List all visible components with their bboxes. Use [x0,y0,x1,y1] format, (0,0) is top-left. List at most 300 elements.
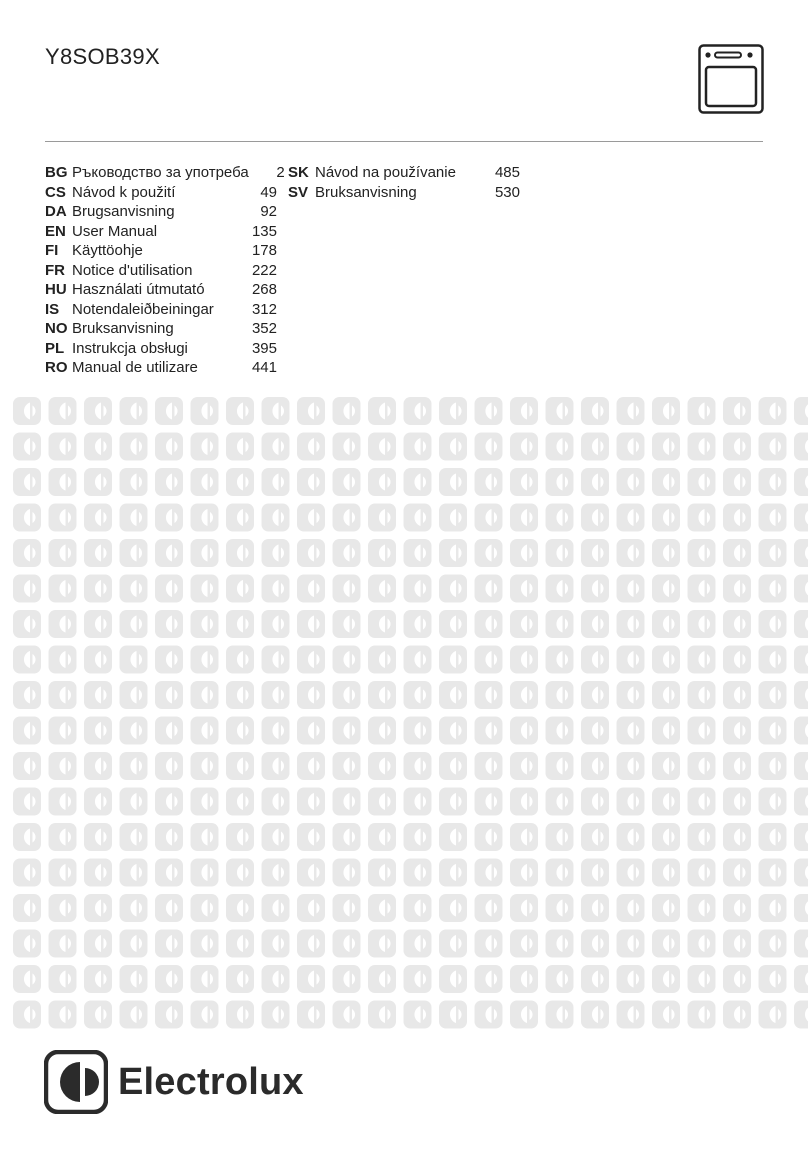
pattern-tile [475,823,503,851]
pattern-tile [262,894,290,922]
contents-entry-page: 2 [276,164,285,181]
contents-entry-code: CS [45,183,66,201]
contents-entry-page: 49 [260,183,277,201]
pattern-tile [120,859,148,887]
pattern-tile [581,965,609,993]
pattern-tile [155,752,183,780]
pattern-tile [262,823,290,851]
pattern-tile [546,433,574,461]
pattern-tile [759,468,787,496]
pattern-tile [262,930,290,958]
pattern-tile [49,965,77,993]
contents-entry-page: 178 [251,242,277,259]
contents-entry-page: 222 [251,261,277,279]
pattern-tile [13,610,41,638]
contents-entry [45,280,277,300]
pattern-tile [191,1001,219,1029]
pattern-tile [404,788,432,816]
pattern-tile [581,752,609,780]
pattern-tile [439,1001,467,1029]
pattern-tile [759,894,787,922]
contents-entry [288,183,520,203]
contents-entry-page: 135 [251,222,277,240]
pattern-tile [652,788,680,816]
pattern-tile [84,752,112,780]
pattern-tile [262,397,290,425]
pattern-tile [581,575,609,603]
pattern-tile [120,575,148,603]
pattern-tile [581,859,609,887]
pattern-tile [404,717,432,745]
pattern-tile [688,823,716,851]
pattern-tile [333,788,361,816]
pattern-tile [226,681,254,709]
pattern-tile [333,646,361,674]
pattern-tile [794,610,808,638]
pattern-tile [84,681,112,709]
contents-entry-code: NO [45,320,68,337]
pattern-tile [49,930,77,958]
pattern-tile [262,468,290,496]
contents-entry-page: 485 [494,164,520,181]
pattern-tile [510,610,538,638]
pattern-tile [120,646,148,674]
contents-entry-title: Notice d'utilisation [72,261,193,279]
pattern-tile [688,788,716,816]
pattern-tile [510,788,538,816]
pattern-tile [191,681,219,709]
pattern-tile [404,859,432,887]
pattern-tile [297,575,325,603]
pattern-tile [226,823,254,851]
pattern-tile [794,575,808,603]
pattern-tile [297,681,325,709]
electrolux-logo-pattern [0,394,808,1040]
pattern-tile [13,717,41,745]
pattern-tile [368,504,396,532]
pattern-tile [226,575,254,603]
contents-entry-code: DA [45,203,67,220]
pattern-tile [723,468,751,496]
pattern-tile [191,610,219,638]
contents-list-left [45,163,285,378]
pattern-tile [155,504,183,532]
pattern-tile [546,823,574,851]
pattern-tile [439,752,467,780]
pattern-tile [84,539,112,567]
pattern-tile [688,930,716,958]
pattern-tile [759,610,787,638]
pattern-tile [333,610,361,638]
pattern-tile [84,1001,112,1029]
pattern-tile [404,1001,432,1029]
pattern-tile [510,965,538,993]
pattern-tile [510,504,538,532]
pattern-tile [297,397,325,425]
pattern-tile [723,433,751,461]
pattern-tile [84,894,112,922]
pattern-tile [191,788,219,816]
pattern-tile [49,646,77,674]
brand-wordmark: Electrolux [118,1060,304,1103]
pattern-tile [297,930,325,958]
pattern-tile [84,717,112,745]
pattern-tile [794,539,808,567]
pattern-tile [759,788,787,816]
pattern-tile [297,894,325,922]
contents-entry [45,300,277,320]
pattern-tile [404,539,432,567]
contents-entry-code: BG [45,164,68,181]
pattern-tile [333,433,361,461]
pattern-tile [617,752,645,780]
pattern-tile [652,433,680,461]
pattern-tile [13,788,41,816]
pattern-tile [333,681,361,709]
pattern-tile [688,965,716,993]
pattern-tile [581,433,609,461]
pattern-tile [155,859,183,887]
pattern-tile [581,788,609,816]
pattern-tile [794,681,808,709]
contents-entry-page: 441 [251,359,277,376]
pattern-tile [262,788,290,816]
pattern-tile [510,575,538,603]
pattern-tile [155,717,183,745]
pattern-tile [13,681,41,709]
pattern-tile [652,468,680,496]
pattern-tile [333,894,361,922]
pattern-tile [49,539,77,567]
pattern-tile [475,681,503,709]
pattern-tile [759,397,787,425]
pattern-tile [510,468,538,496]
pattern-tile [155,433,183,461]
pattern-tile [404,504,432,532]
contents-entry-code: RO [45,359,68,376]
pattern-tile [439,965,467,993]
pattern-tile [191,930,219,958]
pattern-tile [404,468,432,496]
pattern-tile [120,752,148,780]
pattern-tile [120,894,148,922]
pattern-tile [120,539,148,567]
pattern-tile [723,894,751,922]
pattern-tile [262,752,290,780]
electrolux-logo-icon [44,1050,108,1114]
pattern-tile [475,468,503,496]
contents-entry [45,163,285,183]
pattern-tile [333,717,361,745]
pattern-tile [191,539,219,567]
pattern-tile [510,752,538,780]
pattern-tile [13,397,41,425]
pattern-tile [155,575,183,603]
pattern-tile [581,397,609,425]
pattern-tile [226,859,254,887]
pattern-tile [475,788,503,816]
pattern-tile [297,965,325,993]
pattern-tile [226,1001,254,1029]
pattern-tile [546,646,574,674]
pattern-tile [794,859,808,887]
pattern-tile [49,717,77,745]
pattern-tile [368,965,396,993]
pattern-tile [262,433,290,461]
pattern-tile [368,717,396,745]
pattern-tile [652,575,680,603]
pattern-tile [688,717,716,745]
pattern-tile [49,1001,77,1029]
pattern-tile [226,539,254,567]
pattern-tile [688,575,716,603]
pattern-tile [617,646,645,674]
contents-entry-title: Manual de utilizare [72,359,198,376]
contents-entry [45,261,277,281]
pattern-tile [475,965,503,993]
pattern-tile [510,433,538,461]
pattern-tile [226,646,254,674]
pattern-tile [49,788,77,816]
pattern-tile [120,433,148,461]
pattern-tile [404,752,432,780]
pattern-tile [617,575,645,603]
pattern-tile [617,539,645,567]
pattern-tile [120,610,148,638]
pattern-tile [262,646,290,674]
pattern-tile [688,433,716,461]
pattern-tile [652,504,680,532]
pattern-tile [688,752,716,780]
pattern-tile [617,610,645,638]
oven-icon [698,44,764,114]
pattern-tile [617,859,645,887]
pattern-tile [13,930,41,958]
pattern-tile [439,717,467,745]
pattern-tile [510,930,538,958]
pattern-tile [226,433,254,461]
pattern-tile [49,397,77,425]
pattern-tile [617,1001,645,1029]
pattern-tile [368,610,396,638]
pattern-tile [688,610,716,638]
pattern-tile [84,504,112,532]
pattern-tile [546,539,574,567]
pattern-tile [404,823,432,851]
pattern-tile [759,433,787,461]
pattern-tile [794,965,808,993]
pattern-tile [13,823,41,851]
pattern-tile [617,823,645,851]
pattern-tile [404,646,432,674]
pattern-tile [652,1001,680,1029]
pattern-tile [510,1001,538,1029]
pattern-tile [652,539,680,567]
pattern-tile [439,397,467,425]
pattern-tile [84,468,112,496]
pattern-tile [84,859,112,887]
pattern-tile [262,859,290,887]
pattern-tile [794,504,808,532]
contents-entry-title: Ръководство за употреба [72,164,249,181]
pattern-tile [226,788,254,816]
pattern-tile [297,1001,325,1029]
pattern-tile [297,788,325,816]
pattern-tile [439,610,467,638]
contents-entry [45,319,277,339]
pattern-tile [155,930,183,958]
contents-entry-title: Brugsanvisning [72,203,175,220]
contents-entry-title: Notendaleiðbeiningar [72,300,214,318]
pattern-tile [333,823,361,851]
pattern-tile [226,752,254,780]
pattern-tile [510,894,538,922]
pattern-tile [439,646,467,674]
pattern-tile [226,468,254,496]
pattern-tile [723,930,751,958]
pattern-tile [723,1001,751,1029]
pattern-tile [439,894,467,922]
pattern-tile [368,539,396,567]
pattern-tile [475,539,503,567]
pattern-tile [13,539,41,567]
pattern-tile [404,610,432,638]
pattern-tile [333,965,361,993]
pattern-tile [226,717,254,745]
pattern-tile [333,504,361,532]
pattern-tile [723,788,751,816]
pattern-tile [581,681,609,709]
pattern-tile [759,646,787,674]
pattern-tile [617,717,645,745]
pattern-tile [368,859,396,887]
pattern-tile [13,646,41,674]
pattern-tile [723,397,751,425]
pattern-tile [439,468,467,496]
contents-entry-title: Bruksanvisning [72,320,174,337]
pattern-tile [333,859,361,887]
pattern-tile [794,823,808,851]
pattern-tile [652,717,680,745]
pattern-tile [510,717,538,745]
pattern-tile [155,1001,183,1029]
pattern-tile [155,894,183,922]
pattern-tile [759,539,787,567]
pattern-tile [652,646,680,674]
contents-entry-code: PL [45,339,65,357]
pattern-tile [794,752,808,780]
pattern-tile [191,504,219,532]
pattern-tile [262,1001,290,1029]
pattern-tile [794,788,808,816]
pattern-tile [49,859,77,887]
pattern-tile [120,823,148,851]
pattern-tile [226,504,254,532]
pattern-tile [617,681,645,709]
pattern-tile [191,433,219,461]
contents-entry-title: Bruksanvisning [315,183,417,201]
pattern-tile [226,965,254,993]
pattern-tile [546,717,574,745]
pattern-tile [84,930,112,958]
contents-entry [45,183,277,203]
pattern-tile [652,930,680,958]
pattern-tile [475,894,503,922]
pattern-tile [368,894,396,922]
pattern-tile [368,646,396,674]
pattern-tile [155,681,183,709]
pattern-tile [262,681,290,709]
pattern-tile [723,859,751,887]
pattern-tile [439,575,467,603]
contents-entry-page: 312 [251,300,277,318]
contents-entry-title: Käyttöohje [72,242,143,259]
pattern-tile [439,539,467,567]
pattern-tile [688,1001,716,1029]
pattern-tile [13,433,41,461]
pattern-tile [297,823,325,851]
pattern-tile [191,823,219,851]
pattern-tile [404,681,432,709]
divider-line [45,141,763,142]
pattern-tile [155,397,183,425]
pattern-tile [333,930,361,958]
contents-entry-code: EN [45,222,66,240]
pattern-tile [191,646,219,674]
pattern-tile [49,823,77,851]
pattern-tile [581,468,609,496]
pattern-tile [652,823,680,851]
contents-entry-page: 92 [260,203,277,220]
contents-entry-title: Návod k použití [72,183,176,201]
pattern-tile [49,504,77,532]
pattern-tile [475,930,503,958]
contents-entry-code: IS [45,300,60,318]
pattern-tile [262,504,290,532]
pattern-tile [475,575,503,603]
pattern-tile [368,468,396,496]
pattern-tile [262,539,290,567]
pattern-tile [333,468,361,496]
contents-entry [45,339,277,359]
pattern-tile [794,468,808,496]
pattern-tile [617,433,645,461]
pattern-tile [120,1001,148,1029]
pattern-tile [546,681,574,709]
pattern-tile [120,397,148,425]
pattern-tile [475,752,503,780]
contents-entry [288,163,520,183]
pattern-tile [155,539,183,567]
pattern-tile [759,681,787,709]
pattern-tile [652,965,680,993]
pattern-tile [723,539,751,567]
pattern-tile [546,859,574,887]
pattern-tile [794,930,808,958]
pattern-tile [688,681,716,709]
pattern-tile [723,575,751,603]
pattern-tile [297,717,325,745]
pattern-tile [404,894,432,922]
pattern-tile [475,433,503,461]
pattern-tile [49,894,77,922]
pattern-tile [759,823,787,851]
pattern-tile [794,717,808,745]
pattern-tile [333,752,361,780]
pattern-tile [439,504,467,532]
pattern-tile [84,788,112,816]
pattern-tile [688,504,716,532]
